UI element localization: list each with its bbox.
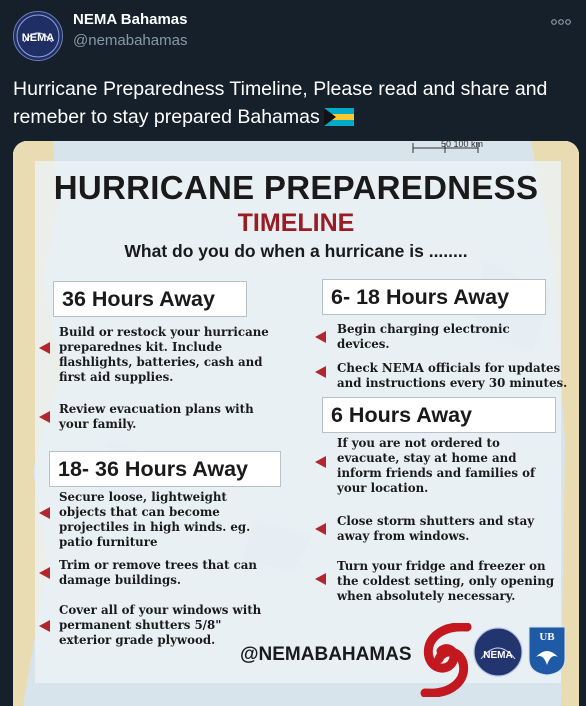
item-18-36-1: Secure loose, lightweight objects that can become projectiles in high winds. eg. patio furniture [59, 490, 251, 549]
arrow-left-icon [315, 456, 326, 468]
avatar-text: NEMA [21, 32, 55, 44]
tweet-media-image[interactable] [13, 141, 579, 706]
item-6-3: Turn your fridge and freezer on the coldest setting, only opening when absolutely necessary. [337, 559, 555, 603]
arrow-left-icon [39, 567, 50, 579]
section-heading-18-36-hours: 18- 36 Hours Away [49, 451, 281, 487]
arrow-left-icon [315, 331, 326, 343]
tweet-text-content: Hurricane Preparedness Timeline, Please read and share and remeber to stay prepared Bahamas [13, 78, 548, 128]
arrow-left-icon [39, 342, 50, 354]
item-18-36-3: Cover all of your windows with permanent shutters 5/8" exterior grade plywood. [59, 603, 262, 647]
arrow-left-icon [39, 620, 50, 632]
infographic-question: What do you do when a hurricane is ........ [124, 241, 468, 261]
infographic-handle: @NEMABAHAMAS [240, 644, 412, 665]
section-heading-6-hours: 6 Hours Away [322, 397, 556, 433]
nema-avatar-icon [14, 12, 62, 60]
item-6-2: Close storm shutters and stay away from windows. [337, 514, 535, 543]
infographic-subtitle: TIMELINE [237, 209, 355, 237]
item-36-1: Build or restock your hurricane preparednes kit. Include flashlights, batteries, cash and first aid supplies. [59, 325, 269, 384]
author-handle[interactable]: @nemabahamas [73, 32, 188, 49]
ub-logo-icon [527, 625, 567, 677]
tweet-text [13, 75, 578, 131]
item-18-36-2: Trim or remove trees that can damage buildings. [59, 558, 257, 587]
section-heading-36-hours: 36 Hours Away [53, 281, 247, 317]
ub-logo-text: UB [539, 631, 555, 643]
arrow-left-icon [39, 507, 50, 519]
bahamas-flag-icon [324, 108, 354, 126]
item-6-18-1: Begin charging electronic devices. [337, 322, 510, 351]
nema-logo-text: NEMA [483, 650, 513, 661]
tweet-header [0, 0, 586, 66]
more-options-icon[interactable] [548, 14, 574, 30]
section-heading-6-18-hours: 6- 18 Hours Away [322, 279, 546, 315]
infographic-title: HURRICANE PREPAREDNESS [53, 169, 539, 206]
author-avatar[interactable] [13, 11, 63, 61]
arrow-left-icon [39, 411, 50, 423]
item-6-1: If you are not ordered to evacuate, stay at home and inform friends and families of your location. [337, 436, 536, 495]
item-36-2: Review evacuation plans with your family. [59, 402, 254, 431]
nema-logo-icon [473, 627, 523, 677]
item-6-18-2: Check NEMA officials for updates and instructions every 30 minutes. [337, 361, 568, 390]
map-scale-label: 50 100 km [441, 141, 484, 149]
arrow-left-icon [315, 523, 326, 535]
author-name[interactable]: NEMA Bahamas [73, 11, 188, 28]
arrow-left-icon [315, 573, 326, 585]
arrow-left-icon [315, 366, 326, 378]
hurricane-symbol-icon [417, 623, 475, 697]
